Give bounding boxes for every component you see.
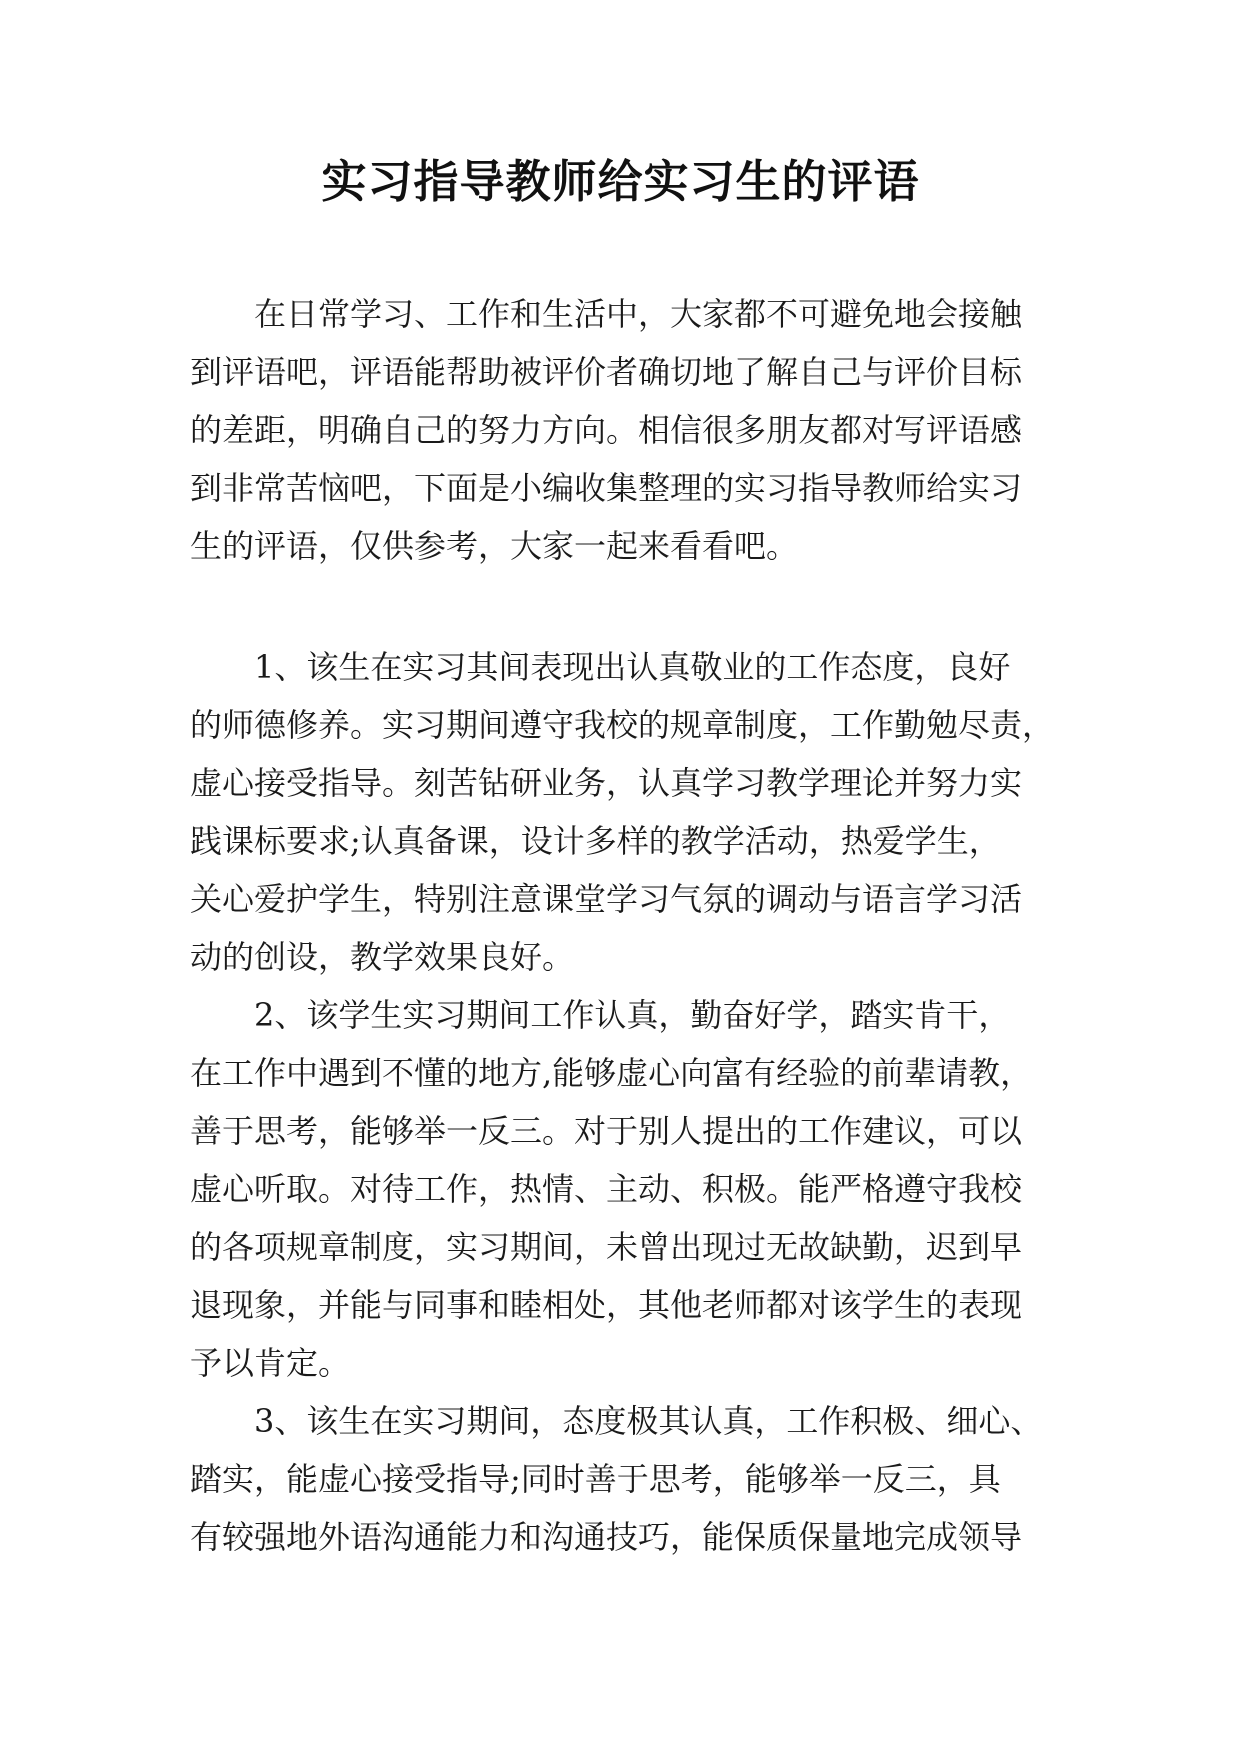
item1-line: 1、该生在实习其间表现出认真敬业的工作态度，良好 (254, 648, 1011, 686)
item1-line: 的师德修养。实习期间遵守我校的规章制度，工作勤勉尽责， (190, 706, 1055, 744)
intro-line: 到评语吧，评语能帮助被评价者确切地了解自己与评价目标 (190, 353, 1023, 391)
intro-line: 在日常学习、工作和生活中，大家都不可避免地会接触 (254, 295, 1023, 333)
document-title: 实习指导教师给实习生的评语 (321, 155, 920, 208)
item1-line: 关心爱护学生，特别注意课堂学习气氛的调动与语言学习活 (190, 880, 1023, 918)
item3-line: 3、该生在实习期间，态度极其认真，工作积极、细心、 (254, 1402, 1043, 1440)
item2-line: 善于思考，能够举一反三。对于别人提出的工作建议，可以 (190, 1112, 1023, 1150)
intro-line: 的差距，明确自己的努力方向。相信很多朋友都对写评语感 (190, 411, 1023, 449)
intro-line: 生的评语，仅供参考，大家一起来看看吧。 (190, 527, 799, 565)
item3-line: 有较强地外语沟通能力和沟通技巧，能保质保量地完成领导 (190, 1518, 1023, 1556)
item2-line: 予以肯定。 (190, 1344, 351, 1382)
intro-line: 到非常苦恼吧，下面是小编收集整理的实习指导教师给实习 (190, 469, 1023, 507)
item2-line: 虚心听取。对待工作，热情、主动、积极。能严格遵守我校 (190, 1170, 1023, 1208)
item1-line: 动的创设，教学效果良好。 (190, 938, 575, 976)
item2-line: 在工作中遇到不懂的地方,能够虚心向富有经验的前辈请教， (190, 1054, 1033, 1092)
item2-line: 的各项规章制度，实习期间，未曾出现过无故缺勤，迟到早 (190, 1228, 1023, 1266)
item1-line: 虚心接受指导。刻苦钻研业务，认真学习教学理论并努力实 (190, 764, 1023, 802)
item3-line: 踏实，能虚心接受指导;同时善于思考，能够举一反三，具 (190, 1460, 1001, 1498)
item2-line: 退现象，并能与同事和睦相处，其他老师都对该学生的表现 (190, 1286, 1023, 1324)
item1-line: 践课标要求;认真备课，设计多样的教学活动，热爱学生， (190, 822, 1001, 860)
item2-line: 2、该学生实习期间工作认真，勤奋好学，踏实肯干， (254, 996, 1011, 1034)
